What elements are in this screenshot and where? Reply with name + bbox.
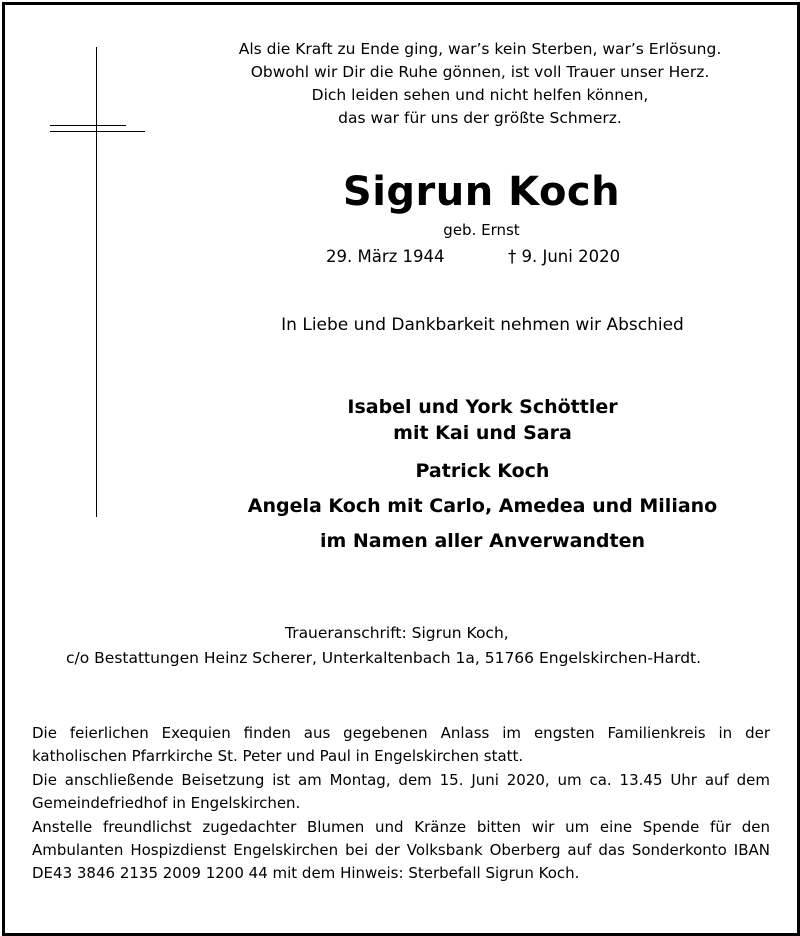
poem-line: Obwohl wir Dir die Ruhe gönnen, ist voll Trauer unser Herz. [250,63,710,81]
cross-crossbar-top [50,125,126,126]
mourner-line: Isabel und York Schöttler [347,396,618,418]
cross-crossbar-bottom [50,131,145,132]
mourners-list [190,394,775,556]
mourning-address-detail: c/o Bestattungen Heinz Scherer, Unterkaltenbach 1a, 51766 Engelskirchen-Hardt. [66,649,702,667]
poem-line: das war für uns der größte Schmerz. [338,109,622,127]
born-name: geb. Ernst [443,221,520,239]
mourner-line: im Namen aller Anverwandten [319,530,646,552]
note-paragraph: Die anschließende Beisetzung ist am Montag, dem 15. Juni 2020, um ca. 13.45 Uhr auf dem Gemeindefriedhof in Engelskirchen. [32,771,770,812]
birth-date: 29. März 1944 [326,247,445,266]
mourner-line: Patrick Koch [415,460,550,482]
deceased-name: Sigrun Koch [342,169,621,215]
death-date: † 9. Juni 2020 [508,247,621,266]
note-paragraph: Anstelle freundlichst zugedachter Blumen und Kränze bitten wir um eine Spende für den Ambulanten Hospizdienst Engelskirchen bei der Volksbank Oberberg auf das Sonderkonto IBAN DE43 3846 2135 2009 1200 44 mit dem Hinweis: Sterbefall Sigrun Koch. [32,818,770,882]
mourning-address-title: Traueranschrift: Sigrun Koch, [285,624,509,642]
farewell-line: In Liebe und Dankbarkeit nehmen wir Abschied [281,315,684,335]
poem-line: Dich leiden sehen und nicht helfen können, [311,86,649,104]
poem [190,38,770,130]
poem-line: Als die Kraft zu Ende ging, war’s kein Sterben, war’s Erlösung. [238,40,722,58]
service-notes [32,722,770,886]
cross-vertical-bar [96,47,97,517]
note-paragraph: Die feierlichen Exequien finden aus gegebenen Anlass im engsten Familienkreis in der katholischen Pfarrkirche St. Peter und Paul in Engelskirchen statt. [32,724,770,765]
mourner-line: mit Kai und Sara [393,422,572,444]
mourner-line: Angela Koch mit Carlo, Amedea und Miliano [247,495,718,517]
